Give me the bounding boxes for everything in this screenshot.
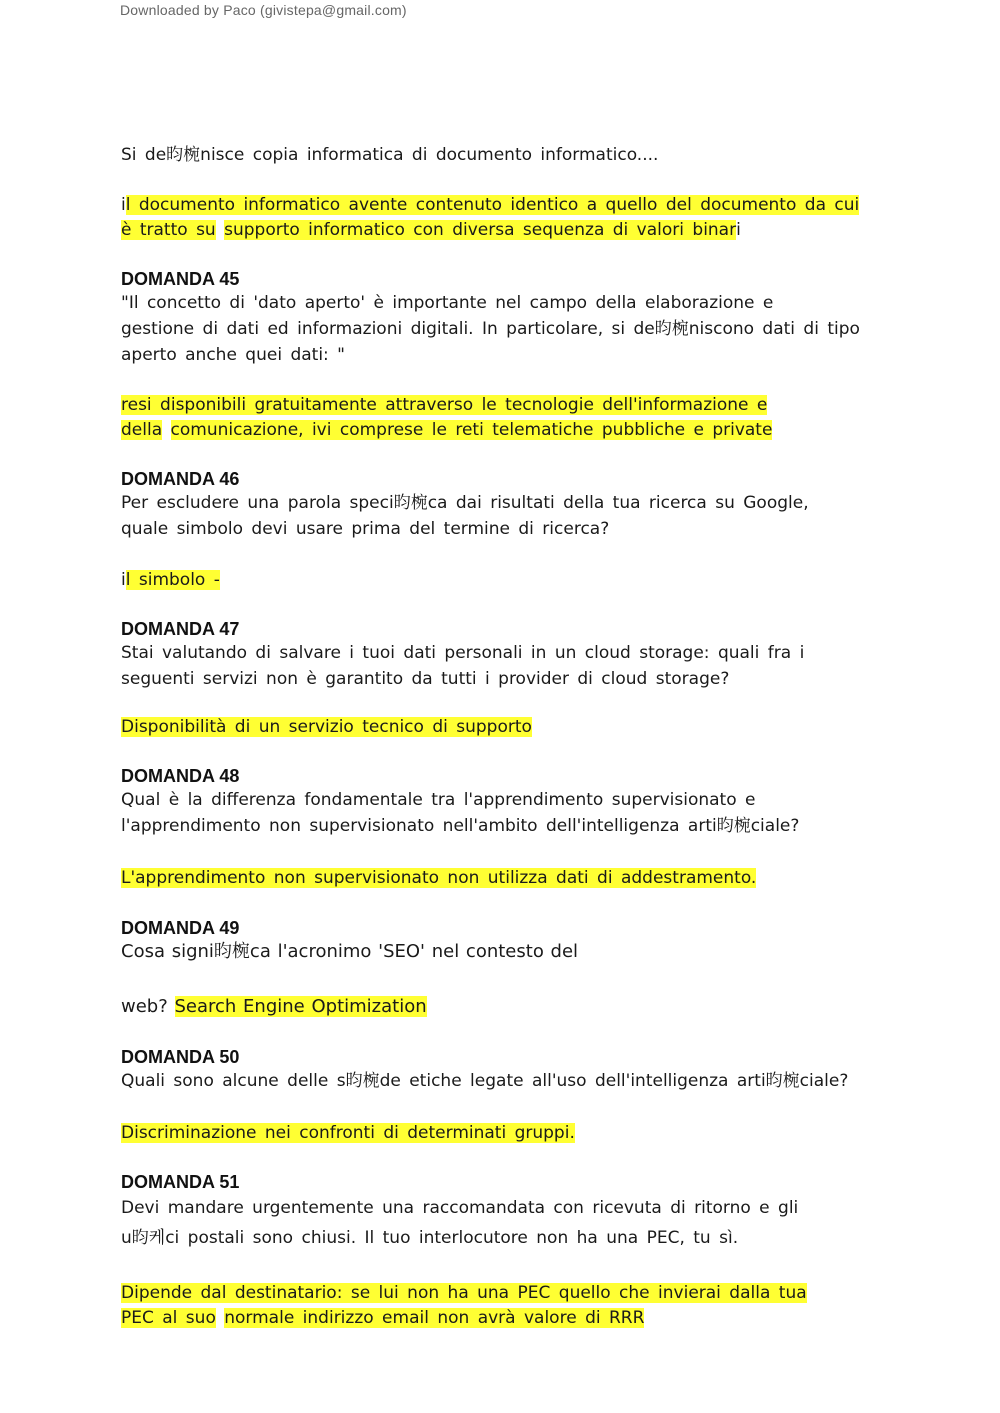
answer-block bbox=[121, 715, 881, 740]
answer-block bbox=[121, 393, 881, 443]
question-text: Cosa signi昀椀ca l'acronimo 'SEO' nel contesto del bbox=[121, 941, 579, 962]
question-block bbox=[121, 1171, 881, 1253]
answer-line: web? Search Engine Optimization bbox=[121, 996, 427, 1017]
intro-answer bbox=[121, 193, 881, 243]
answer-block bbox=[121, 994, 881, 1019]
intro-block bbox=[121, 142, 881, 168]
question-title: DOMANDA 45 bbox=[121, 269, 240, 289]
answer-block bbox=[121, 1281, 881, 1331]
answer-line: Discriminazione nei confronti di determinati gruppi. bbox=[121, 1123, 575, 1143]
intro-question: Si de昀椀nisce copia informatica di documento informatico.... bbox=[121, 145, 659, 165]
question-title: DOMANDA 46 bbox=[121, 469, 240, 489]
answer-line: il documento informatico avente contenuto identico a quello del documento da cui bbox=[121, 195, 860, 215]
question-block bbox=[121, 618, 881, 692]
answer-line: L'apprendimento non supervisionato non utilizza dati di addestramento. bbox=[121, 868, 757, 888]
question-title: DOMANDA 47 bbox=[121, 619, 240, 639]
answer-line: Disponibilità di un servizio tecnico di supporto bbox=[121, 717, 532, 737]
answer-line: della comunicazione, ivi comprese le reti telematiche pubbliche e private bbox=[121, 420, 773, 440]
download-watermark: Downloaded by Paco (givistepa@gmail.com) bbox=[120, 2, 407, 18]
question-title: DOMANDA 51 bbox=[121, 1172, 240, 1192]
question-title: DOMANDA 49 bbox=[121, 918, 240, 938]
question-block bbox=[121, 917, 881, 965]
answer-block bbox=[121, 568, 881, 593]
question-title: DOMANDA 50 bbox=[121, 1047, 240, 1067]
answer-block bbox=[121, 1121, 881, 1146]
question-block bbox=[121, 268, 881, 368]
answer-block bbox=[121, 866, 881, 891]
question-text: Qual è la differenza fondamentale tra l'apprendimento supervisionato e l'apprendimento non supervisionato nell'ambito dell'intelligenza arti昀椀ciale? bbox=[121, 790, 800, 836]
answer-line: è tratto su supporto informatico con diversa sequenza di valori binari bbox=[121, 220, 741, 240]
answer-line: il simbolo - bbox=[121, 570, 220, 590]
question-block bbox=[121, 765, 881, 839]
question-title: DOMANDA 48 bbox=[121, 766, 240, 786]
question-text: Quali sono alcune delle s昀椀de etiche legate all'uso dell'intelligenza arti昀椀ciale? bbox=[121, 1071, 849, 1091]
question-text: Per escludere una parola speci昀椀ca dai risultati della tua ricerca su Google, quale simbolo devi usare prima del termine di ricerca? bbox=[121, 493, 809, 539]
question-block bbox=[121, 1046, 881, 1094]
question-text: "Il concetto di 'dato aperto' è importante nel campo della elaborazione e gestione di dati ed informazioni digitali. In particolare, si de昀椀niscono dati di tipo aperto anche quei dati: " bbox=[121, 293, 860, 365]
question-text: Devi mandare urgentemente una raccomandata con ricevuta di ritorno e gli u昀케ci postali sono chiusi. Il tuo interlocutore non ha una PEC, tu sì. bbox=[121, 1198, 799, 1248]
answer-line: PEC al suo normale indirizzo email non avrà valore di RRR bbox=[121, 1308, 645, 1328]
question-text: Stai valutando di salvare i tuoi dati personali in un cloud storage: quali fra i seguenti servizi non è garantito da tutti i provider di cloud storage? bbox=[121, 643, 805, 689]
answer-line: Dipende dal destinatario: se lui non ha una PEC quello che invierai dalla tua bbox=[121, 1283, 807, 1303]
answer-line: resi disponibili gratuitamente attraverso le tecnologie dell'informazione e bbox=[121, 395, 768, 415]
question-block bbox=[121, 468, 881, 542]
